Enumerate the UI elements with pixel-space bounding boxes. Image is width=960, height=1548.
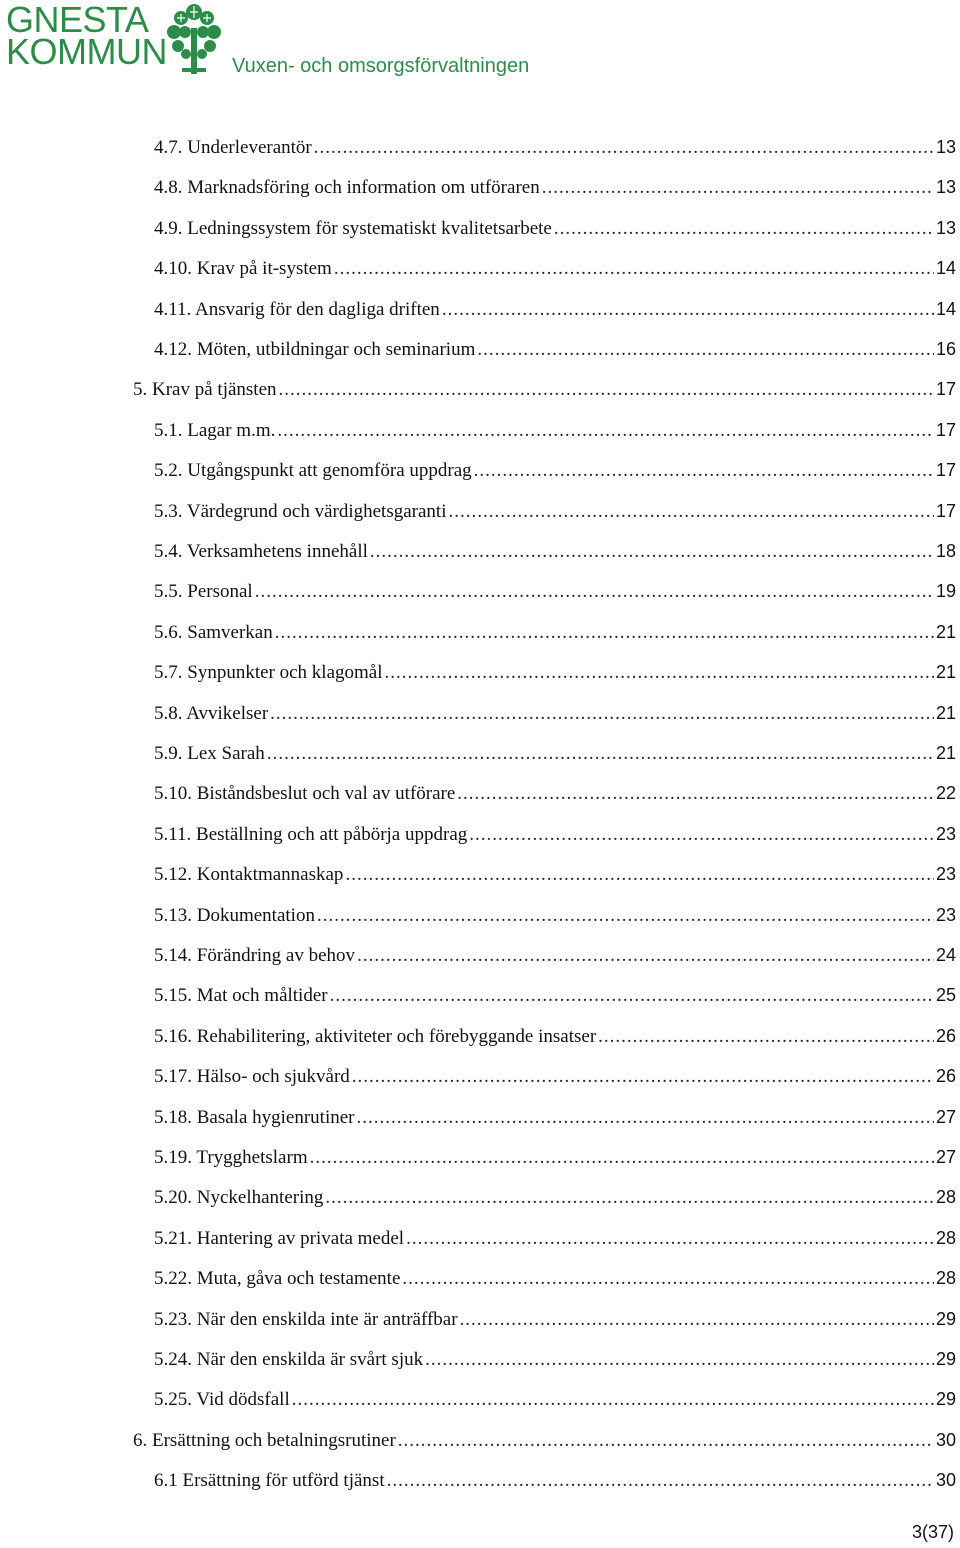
toc-entry-title: 5.4. Verksamhetens innehåll bbox=[154, 541, 368, 562]
toc-dot-leader bbox=[345, 855, 934, 895]
toc-dot-leader bbox=[387, 1461, 934, 1501]
toc-entry[interactable] bbox=[154, 895, 956, 935]
toc-entry[interactable] bbox=[154, 1379, 956, 1419]
toc-entry-page: 13 bbox=[935, 137, 956, 157]
toc-entry-title: 4.8. Marknadsföring och information om utföraren bbox=[154, 177, 540, 199]
toc-entry[interactable] bbox=[154, 1056, 956, 1096]
toc-dot-leader bbox=[398, 1421, 934, 1461]
toc-entry-page: 28 bbox=[935, 1227, 956, 1248]
department-name: Vuxen- och omsorgsförvaltningen bbox=[232, 55, 530, 77]
toc-entry[interactable] bbox=[133, 1420, 956, 1460]
toc-dot-leader bbox=[554, 209, 934, 249]
toc-dot-leader bbox=[267, 734, 934, 774]
toc-entry-page: 30 bbox=[935, 1470, 956, 1491]
toc-entry[interactable] bbox=[154, 127, 956, 167]
toc-entry[interactable] bbox=[154, 1460, 956, 1500]
toc-entry[interactable] bbox=[154, 329, 956, 369]
toc-entry[interactable] bbox=[154, 289, 956, 329]
toc-dot-leader bbox=[255, 572, 934, 612]
toc-entry[interactable] bbox=[154, 1218, 956, 1258]
toc-dot-leader bbox=[448, 492, 933, 532]
toc-entry[interactable] bbox=[154, 571, 956, 611]
toc-entry-title: 5.8. Avvikelser bbox=[154, 702, 269, 724]
toc-dot-leader bbox=[442, 290, 934, 330]
toc-entry[interactable] bbox=[154, 167, 956, 207]
toc-entry[interactable] bbox=[154, 652, 956, 692]
toc-entry-title: 5.21. Hantering av privata medel bbox=[154, 1227, 405, 1249]
toc-entry[interactable] bbox=[154, 773, 956, 813]
toc-entry-page: 23 bbox=[935, 864, 956, 885]
toc-entry-page: 29 bbox=[935, 1308, 956, 1329]
toc-entry-title: 5.25. Vid dödsfall bbox=[154, 1389, 290, 1411]
toc-dot-leader bbox=[330, 976, 934, 1016]
toc-dot-leader bbox=[314, 128, 934, 168]
toc-entry-title: 4.9. Ledningssystem för systematiskt kvalitetsarbete bbox=[154, 217, 552, 239]
toc-dot-leader bbox=[425, 1340, 934, 1380]
toc-entry-page: 14 bbox=[935, 258, 956, 279]
toc-entry-page: 25 bbox=[935, 985, 956, 1006]
logo-line-1: GNESTA bbox=[6, 0, 149, 40]
toc-dot-leader bbox=[334, 249, 934, 289]
toc-dot-leader bbox=[370, 532, 934, 572]
toc-entry-title: 5.6. Samverkan bbox=[154, 621, 273, 643]
toc-entry-title: 5.20. Nyckelhantering bbox=[154, 1187, 324, 1209]
toc-dot-leader bbox=[325, 1178, 934, 1218]
toc-entry[interactable] bbox=[154, 814, 956, 854]
logo-line-2: KOMMUN bbox=[6, 31, 167, 72]
toc-entry-page: 27 bbox=[935, 1106, 956, 1127]
toc-dot-leader bbox=[598, 1017, 934, 1057]
toc-entry-page: 18 bbox=[935, 541, 956, 561]
toc-entry-title: 5.10. Biståndsbeslut och val av utförare bbox=[154, 783, 456, 805]
toc-entry[interactable] bbox=[154, 450, 956, 490]
toc-entry-title: 6.1 Ersättning för utförd tjänst bbox=[154, 1470, 385, 1492]
toc-dot-leader bbox=[270, 694, 934, 734]
toc-dot-leader bbox=[292, 1380, 934, 1420]
toc-entry-page: 28 bbox=[935, 1187, 956, 1208]
toc-entry[interactable] bbox=[154, 208, 956, 248]
page-header bbox=[0, 0, 960, 90]
toc-dot-leader bbox=[357, 936, 934, 976]
toc-entry-page: 28 bbox=[935, 1268, 956, 1289]
toc-entry[interactable] bbox=[133, 369, 956, 409]
toc-entry-title: 5.1. Lagar m.m. bbox=[154, 419, 276, 441]
toc-entry[interactable] bbox=[154, 1137, 956, 1177]
toc-entry-title: 5.16. Rehabilitering, aktiviteter och förebyggande insatser bbox=[154, 1025, 597, 1047]
toc-dot-leader bbox=[402, 1259, 934, 1299]
toc-entry[interactable] bbox=[154, 975, 956, 1015]
toc-entry-page: 26 bbox=[935, 1025, 956, 1046]
toc-dot-leader bbox=[474, 451, 934, 491]
toc-entry-page: 27 bbox=[935, 1147, 956, 1167]
tree-logo-icon bbox=[166, 2, 222, 76]
toc-entry-title: 5.22. Muta, gåva och testamente bbox=[154, 1268, 401, 1290]
toc-entry-page: 13 bbox=[935, 217, 956, 238]
toc-entry[interactable] bbox=[154, 854, 956, 894]
toc-entry-page: 14 bbox=[935, 298, 956, 319]
toc-dot-leader bbox=[275, 613, 934, 653]
toc-entry-title: 5.17. Hälso- och sjukvård bbox=[154, 1066, 350, 1088]
toc-entry-title: 4.12. Möten, utbildningar och seminarium bbox=[154, 339, 476, 360]
toc-entry[interactable] bbox=[154, 1177, 956, 1217]
toc-dot-leader bbox=[406, 1219, 934, 1259]
toc-entry-page: 23 bbox=[935, 823, 956, 844]
toc-dot-leader bbox=[542, 168, 934, 208]
toc-entry[interactable] bbox=[154, 248, 956, 288]
toc-entry[interactable] bbox=[154, 733, 956, 773]
toc-dot-leader bbox=[457, 774, 934, 814]
toc-entry-title: 5.14. Förändring av behov bbox=[154, 945, 356, 966]
toc-entry-title: 5.7. Synpunkter och klagomål bbox=[154, 662, 383, 684]
toc-entry-page: 29 bbox=[935, 1389, 956, 1410]
toc-entry[interactable] bbox=[154, 1299, 956, 1339]
toc-entry-page: 23 bbox=[935, 904, 956, 925]
toc-dot-leader bbox=[352, 1057, 934, 1097]
municipality-logo bbox=[6, 0, 167, 72]
toc-entry-page: 17 bbox=[935, 419, 956, 440]
toc-entry-title: 5.15. Mat och måltider bbox=[154, 985, 328, 1007]
toc-dot-leader bbox=[310, 1138, 934, 1178]
toc-entry[interactable] bbox=[154, 1258, 956, 1298]
toc-entry-page: 19 bbox=[935, 581, 956, 602]
toc-entry-title: 5.11. Beställning och att påbörja uppdrag bbox=[154, 823, 468, 845]
toc-entry-title: 5.24. När den enskilda är svårt sjuk bbox=[154, 1349, 424, 1370]
toc-dot-leader bbox=[460, 1300, 934, 1340]
toc-dot-leader bbox=[477, 330, 934, 370]
toc-entry-page: 13 bbox=[935, 177, 956, 198]
toc-entry[interactable] bbox=[154, 693, 956, 733]
toc-entry-page: 21 bbox=[935, 621, 956, 642]
toc-entry-page: 16 bbox=[935, 339, 956, 359]
page-number: 3(37) bbox=[911, 1522, 954, 1542]
toc-entry[interactable] bbox=[154, 612, 956, 652]
toc-entry-page: 29 bbox=[935, 1349, 956, 1369]
toc-entry-page: 26 bbox=[935, 1066, 956, 1087]
toc-dot-leader bbox=[317, 896, 934, 936]
toc-entry-page: 21 bbox=[935, 702, 956, 723]
toc-entry[interactable] bbox=[154, 1097, 956, 1137]
toc-dot-leader bbox=[469, 815, 934, 855]
toc-entry-title: 5.3. Värdegrund och värdighetsgaranti bbox=[154, 500, 447, 522]
toc-dot-leader bbox=[385, 653, 934, 693]
toc-entry-page: 30 bbox=[935, 1429, 956, 1450]
toc-entry-page: 17 bbox=[935, 500, 956, 521]
toc-entry-title: 5.23. När den enskilda inte är anträffbar bbox=[154, 1308, 458, 1330]
toc-entry-title: 4.10. Krav på it-system bbox=[154, 258, 332, 280]
toc-entry-title: 5.12. Kontaktmannaskap bbox=[154, 864, 344, 886]
toc-entry-title: 5.2. Utgångspunkt att genomföra uppdrag bbox=[154, 460, 472, 482]
toc-entry-title: 5.5. Personal bbox=[154, 581, 253, 603]
toc-entry[interactable] bbox=[154, 531, 956, 571]
toc-entry-page: 17 bbox=[935, 460, 956, 481]
toc-entry-title: 5.18. Basala hygienrutiner bbox=[154, 1106, 355, 1128]
toc-entry-title: 5. Krav på tjänsten bbox=[133, 379, 277, 401]
toc-dot-leader bbox=[357, 1098, 934, 1138]
toc-entry-title: 5.13. Dokumentation bbox=[154, 904, 315, 926]
toc-entry[interactable] bbox=[154, 1339, 956, 1379]
toc-entry[interactable] bbox=[154, 935, 956, 975]
toc-entry-title: 6. Ersättning och betalningsrutiner bbox=[133, 1429, 396, 1451]
toc-entry-title: 4.11. Ansvarig för den dagliga driften bbox=[154, 298, 440, 320]
toc-entry-page: 24 bbox=[935, 945, 956, 965]
toc-entry-page: 21 bbox=[935, 662, 956, 683]
toc-entry-title: 5.9. Lex Sarah bbox=[154, 743, 265, 764]
toc-entry-page: 22 bbox=[935, 783, 956, 804]
toc-entry-page: 17 bbox=[935, 379, 956, 400]
toc-entry-page: 21 bbox=[935, 743, 956, 763]
toc-entry[interactable] bbox=[154, 410, 956, 450]
toc-entry-title: 4.7. Underleverantör bbox=[154, 137, 312, 158]
toc-entry[interactable] bbox=[154, 491, 956, 531]
toc-entry-title: 5.19. Trygghetslarm bbox=[154, 1147, 308, 1168]
toc-dot-leader bbox=[277, 411, 934, 451]
toc-entry[interactable] bbox=[154, 1016, 956, 1056]
toc-dot-leader bbox=[279, 370, 934, 410]
